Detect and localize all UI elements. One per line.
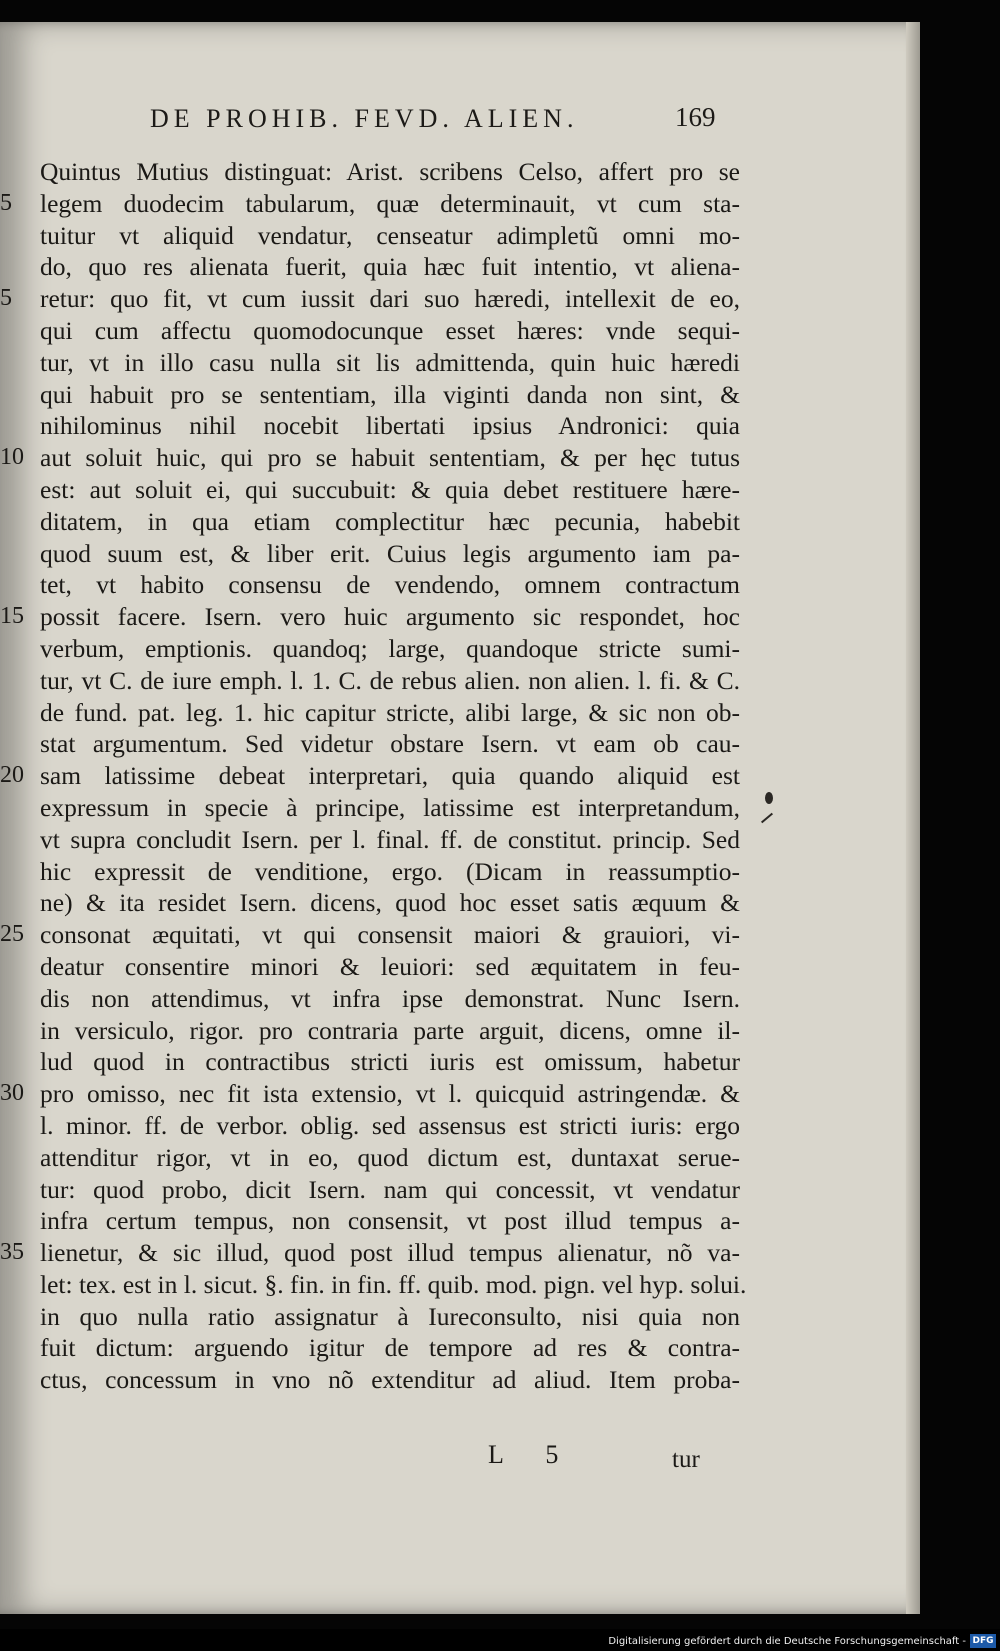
text-line bbox=[40, 410, 740, 442]
text-line bbox=[0, 1078, 740, 1110]
ink-stroke bbox=[761, 813, 773, 824]
dfg-logo: DFG bbox=[970, 1634, 996, 1648]
text-line bbox=[0, 601, 740, 633]
text-line bbox=[40, 1364, 740, 1396]
line-text: fuit dictum: arguendo igitur de tempore ad res & contra- bbox=[40, 1333, 740, 1363]
page-number: 169 bbox=[675, 102, 716, 132]
line-text: attenditur rigor, vt in eo, quod dictum est, duntaxat serue- bbox=[40, 1142, 740, 1172]
line-text: dis non attendimus, vt infra ipse demonstrat. Nunc Isern. bbox=[40, 983, 740, 1013]
line-text: vt supra concludit Isern. per l. final. ff. de constitut. princip. Sed bbox=[40, 824, 740, 854]
ink-spot bbox=[765, 792, 773, 804]
line-text: l. minor. ff. de verbor. oblig. sed assensus est stricti iuris: ergo bbox=[40, 1110, 740, 1140]
text-line bbox=[40, 220, 740, 252]
line-text: legem duodecim tabularum, quæ determinauit, vt cum sta- bbox=[40, 188, 740, 218]
line-text: ditatem, in qua etiam complectitur hæc pecunia, habebit bbox=[40, 506, 740, 536]
line-text: de fund. pat. leg. 1. hic capitur stricte, alibi large, & sic non ob- bbox=[40, 697, 740, 727]
line-text: let: tex. est in l. sicut. §. fin. in fin. ff. quib. mod. pign. vel hyp. solui. bbox=[40, 1269, 747, 1299]
line-text: Quintus Mutius distinguat: Arist. scribens Celso, affert pro se bbox=[40, 157, 740, 186]
line-text: infra certum tempus, non consensit, vt post illud tempus a- bbox=[40, 1206, 740, 1236]
line-text: quod suum est, & liber erit. Cuius legis argumento iam pa- bbox=[40, 538, 740, 568]
text-line bbox=[40, 665, 740, 697]
line-text: lud quod in contractibus stricti iuris est omissum, habetur bbox=[40, 1047, 740, 1077]
line-text: hic expressit de venditione, ergo. (Dicam in reassumptio- bbox=[40, 856, 740, 886]
page-edge-shadow bbox=[906, 22, 920, 1614]
line-text: tet, vt habito consensu de vendendo, omnem contractum bbox=[40, 570, 740, 600]
line-number: 5 bbox=[0, 189, 12, 216]
text-line bbox=[40, 1015, 740, 1047]
text-line bbox=[40, 1142, 740, 1174]
text-line bbox=[40, 538, 740, 570]
line-text: stat argumentum. Sed videtur obstare Isern. vt eam ob cau- bbox=[40, 729, 740, 759]
line-text: tur, vt in illo casu nulla sit lis admittenda, quin huic hæredi bbox=[40, 347, 740, 377]
line-text: qui habuit pro se sententiam, illa viginti danda non sint, & bbox=[40, 379, 740, 409]
text-line bbox=[40, 474, 740, 506]
text-line bbox=[40, 506, 740, 538]
line-text: in quo nulla ratio assignatur à Iureconsulto, nisi quia non bbox=[40, 1301, 740, 1331]
text-line bbox=[40, 1046, 740, 1078]
text-line bbox=[40, 951, 740, 983]
line-text: tuitur vt aliquid vendatur, censeatur adimpletũ omni mo- bbox=[40, 220, 740, 250]
text-line bbox=[40, 983, 740, 1015]
text-line bbox=[0, 1237, 740, 1269]
line-text: deatur consentire minori & leuiori: sed æquitatem in feu- bbox=[40, 951, 740, 981]
text-line bbox=[40, 1269, 747, 1301]
text-line bbox=[40, 1332, 740, 1364]
line-text: qui cum affectu quomodocunque esset hæres: vnde sequi- bbox=[40, 315, 740, 345]
credit-text: Digitalisierung gefördert durch die Deutsche Forschungsgemeinschaft - bbox=[608, 1636, 966, 1647]
main-text-block bbox=[0, 156, 747, 1396]
line-number: 25 bbox=[0, 921, 24, 948]
line-text: aut soluit huic, qui pro se habuit sententiam, & per hęc tutus bbox=[40, 443, 740, 473]
line-number: 30 bbox=[0, 1080, 24, 1107]
text-line bbox=[40, 1301, 740, 1333]
credit-bar bbox=[0, 1629, 1000, 1651]
text-line bbox=[40, 569, 740, 601]
line-text: ne) & ita residet Isern. dicens, quod hoc esset satis æquum & bbox=[40, 888, 740, 918]
text-line bbox=[40, 633, 740, 665]
text-line bbox=[40, 1110, 740, 1142]
text-line bbox=[40, 824, 740, 856]
line-text: retur: quo fit, vt cum iussit dari suo hæredi, intellexit de eo, bbox=[40, 284, 740, 314]
text-line bbox=[40, 856, 740, 888]
line-text: consonat æquitati, vt qui consensit maiori & grauiori, vi- bbox=[40, 920, 740, 950]
text-line bbox=[0, 760, 740, 792]
text-line bbox=[40, 887, 740, 919]
line-text: verbum, emptionis. quandoq; large, quandoque stricte sumi- bbox=[40, 633, 740, 663]
text-line bbox=[0, 442, 740, 474]
line-text: nihilominus nihil nocebit libertati ipsius Andronici: quia bbox=[40, 411, 740, 441]
line-text: in versiculo, rigor. pro contraria parte arguit, dicens, omne il- bbox=[40, 1015, 740, 1045]
text-line bbox=[0, 919, 740, 951]
line-number: 35 bbox=[0, 1239, 24, 1266]
line-text: lienetur, & sic illud, quod post illud tempus alienatur, nõ va- bbox=[40, 1238, 740, 1268]
text-line bbox=[40, 379, 740, 411]
line-text: tur: quod probo, dicit Isern. nam qui concessit, vt vendatur bbox=[40, 1174, 740, 1204]
text-line bbox=[0, 283, 740, 315]
line-text: ctus, concessum in vno nõ extenditur ad aliud. Item proba- bbox=[40, 1365, 740, 1395]
text-line bbox=[40, 156, 740, 188]
text-line bbox=[40, 251, 740, 283]
line-number: 20 bbox=[0, 762, 24, 789]
line-number: 10 bbox=[0, 444, 24, 471]
text-line bbox=[40, 347, 740, 379]
line-number: 5 bbox=[0, 285, 12, 312]
line-text: tur, vt C. de iure emph. l. 1. C. de rebus alien. non alien. l. fi. & C. bbox=[40, 665, 740, 695]
catchword: tur bbox=[672, 1446, 700, 1473]
text-line bbox=[40, 1205, 740, 1237]
line-text: expressum in specie à principe, latissime est interpretandum, bbox=[40, 792, 740, 822]
line-text: sam latissime debeat interpretari, quia quando aliquid est bbox=[40, 761, 740, 791]
text-line bbox=[40, 728, 740, 760]
text-line bbox=[0, 188, 740, 220]
line-text: pro omisso, nec fit ista extensio, vt l. quicquid astringendæ. & bbox=[40, 1079, 740, 1109]
running-head: DE PROHIB. FEVD. ALIEN. bbox=[150, 104, 579, 133]
text-line bbox=[40, 315, 740, 347]
book-page bbox=[0, 22, 920, 1614]
text-line bbox=[40, 792, 740, 824]
line-text: est: aut soluit ei, qui succubuit: & quia debet restituere hære- bbox=[40, 474, 740, 504]
text-line bbox=[40, 697, 740, 729]
line-number: 15 bbox=[0, 603, 24, 630]
line-text: possit facere. Isern. vero huic argumento sic respondet, hoc bbox=[40, 602, 740, 632]
text-line bbox=[40, 1174, 740, 1206]
line-text: do, quo res alienata fuerit, quia hæc fuit intentio, vt aliena- bbox=[40, 252, 740, 282]
signature-mark: L 5 bbox=[488, 1440, 577, 1469]
